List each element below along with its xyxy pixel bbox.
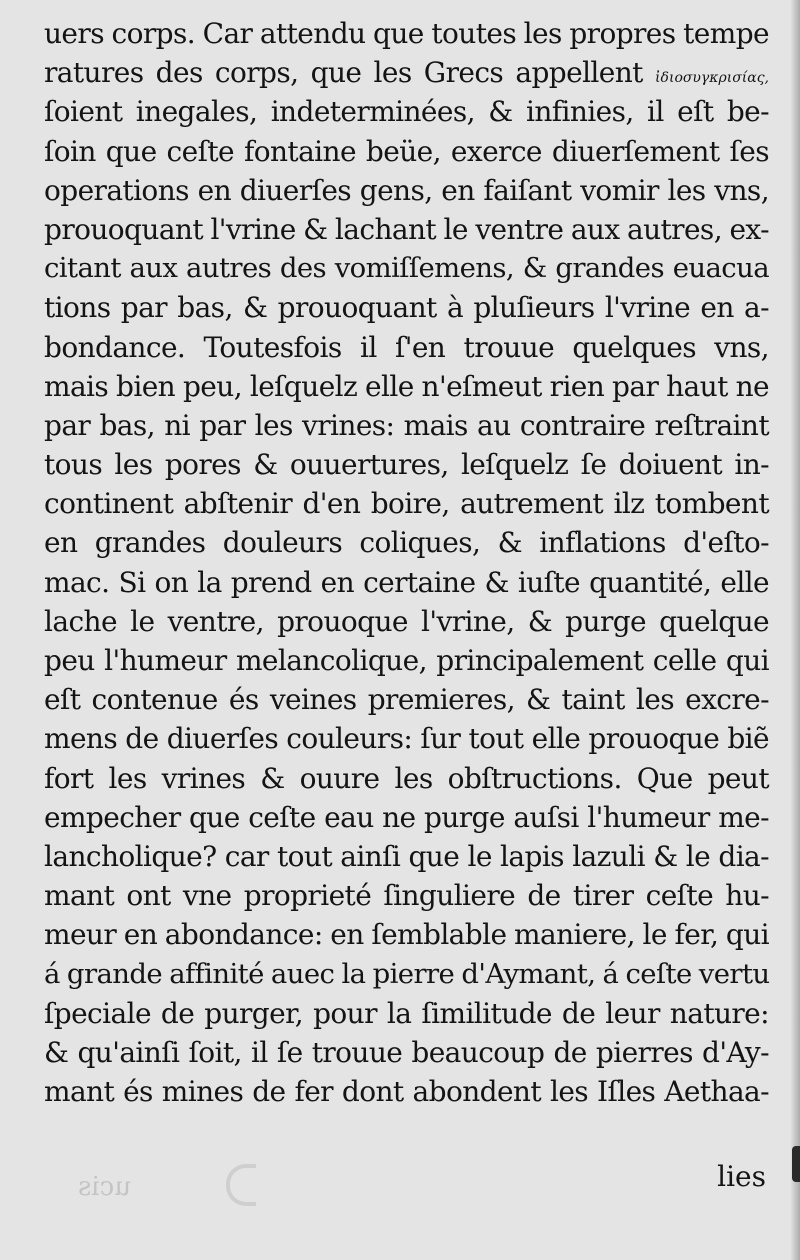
text-line: mant és mines de fer dont abondent les Iſles Aethaa- xyxy=(44,1075,769,1109)
text-line: ſpeciale de purger, pour la ſimilitude de leur nature: xyxy=(44,996,769,1030)
binding-mark xyxy=(792,1146,800,1182)
text-line: empecher que ceſte eau ne purge auſsi l'humeur me- xyxy=(44,800,769,834)
greek-word: ἰδιοσυγκρισίας, xyxy=(655,70,769,87)
text-line: par bas, ni par les vrines: mais au contraire reſtraint xyxy=(44,408,769,442)
text-line: uers corps. Car attendu que toutes les propres tempe xyxy=(44,17,769,50)
text-line: en grandes douleurs coliques, & inflations d'eſto- xyxy=(44,526,769,560)
text-line: lache le ventre, prouoque l'vrine, & purge quelque xyxy=(44,604,769,638)
text-line: mac. Si on la prend en certaine & iuſte quantité, elle xyxy=(44,565,769,599)
text-line: & qu'ainſi ſoit, il ſe trouue beaucoup de pierres d'Ay- xyxy=(44,1035,769,1069)
bleed-through-mark xyxy=(226,1164,256,1206)
bleed-through-text: ucis xyxy=(78,1172,131,1202)
catchword: lies xyxy=(717,1160,766,1193)
text-line: mens de diuerſes couleurs: ſur tout elle prouoque biẽ xyxy=(44,722,769,756)
text-line: tous les pores & ouuertures, leſquelz ſe doiuent in- xyxy=(44,448,769,482)
text-line: ſoin que ceſte fontaine beüe, exerce diuerſement ſes xyxy=(44,134,769,168)
text-line: meur en abondance: en ſemblable maniere, le fer, qui xyxy=(44,918,769,952)
text-line: citant aux autres des vomiſſemens, & grandes euacua xyxy=(44,252,769,285)
text-line: fort les vrines & ouure les obſtructions. Que peut xyxy=(44,761,769,795)
text-line: continent abſtenir d'en boire, autrement ilz tombent xyxy=(44,487,769,521)
text-line: tions par bas, & prouoquant à pluſieurs l'vrine en a- xyxy=(44,291,769,325)
text-line: lancholique? car tout ainſi que le lapis lazuli & le dia- xyxy=(44,839,769,873)
text-line: eſt contenue és veines premieres, & taint les excre- xyxy=(44,683,769,717)
text-line: mant ont vne proprieté ſinguliere de tirer ceſte hu- xyxy=(44,879,769,913)
page-edge-shadow xyxy=(790,0,800,1260)
body-text xyxy=(44,14,769,1111)
text-line: bondance. Toutesfois il ſ'en trouue quelques vns, xyxy=(44,330,769,364)
text-line: prouoquant l'vrine & lachant le ventre aux autres, ex- xyxy=(44,212,769,246)
text-line: á grande affinité auec la pierre d'Aymant, á ceſte vertu xyxy=(44,957,770,990)
text-line: mais bien peu, leſquelz elle n'eſmeut rien par haut ne xyxy=(44,369,769,403)
text-line-part: ratures des corps, que les Grecs appellent xyxy=(44,56,643,90)
text-line xyxy=(44,53,769,92)
text-line: peu l'humeur melancolique, principalement celle qui xyxy=(44,644,769,677)
text-line: operations en diuerſes gens, en faiſant vomir les vns, xyxy=(44,173,769,207)
text-line: ſoient inegales, indeterminées, & infinies, il eſt be- xyxy=(44,95,769,129)
